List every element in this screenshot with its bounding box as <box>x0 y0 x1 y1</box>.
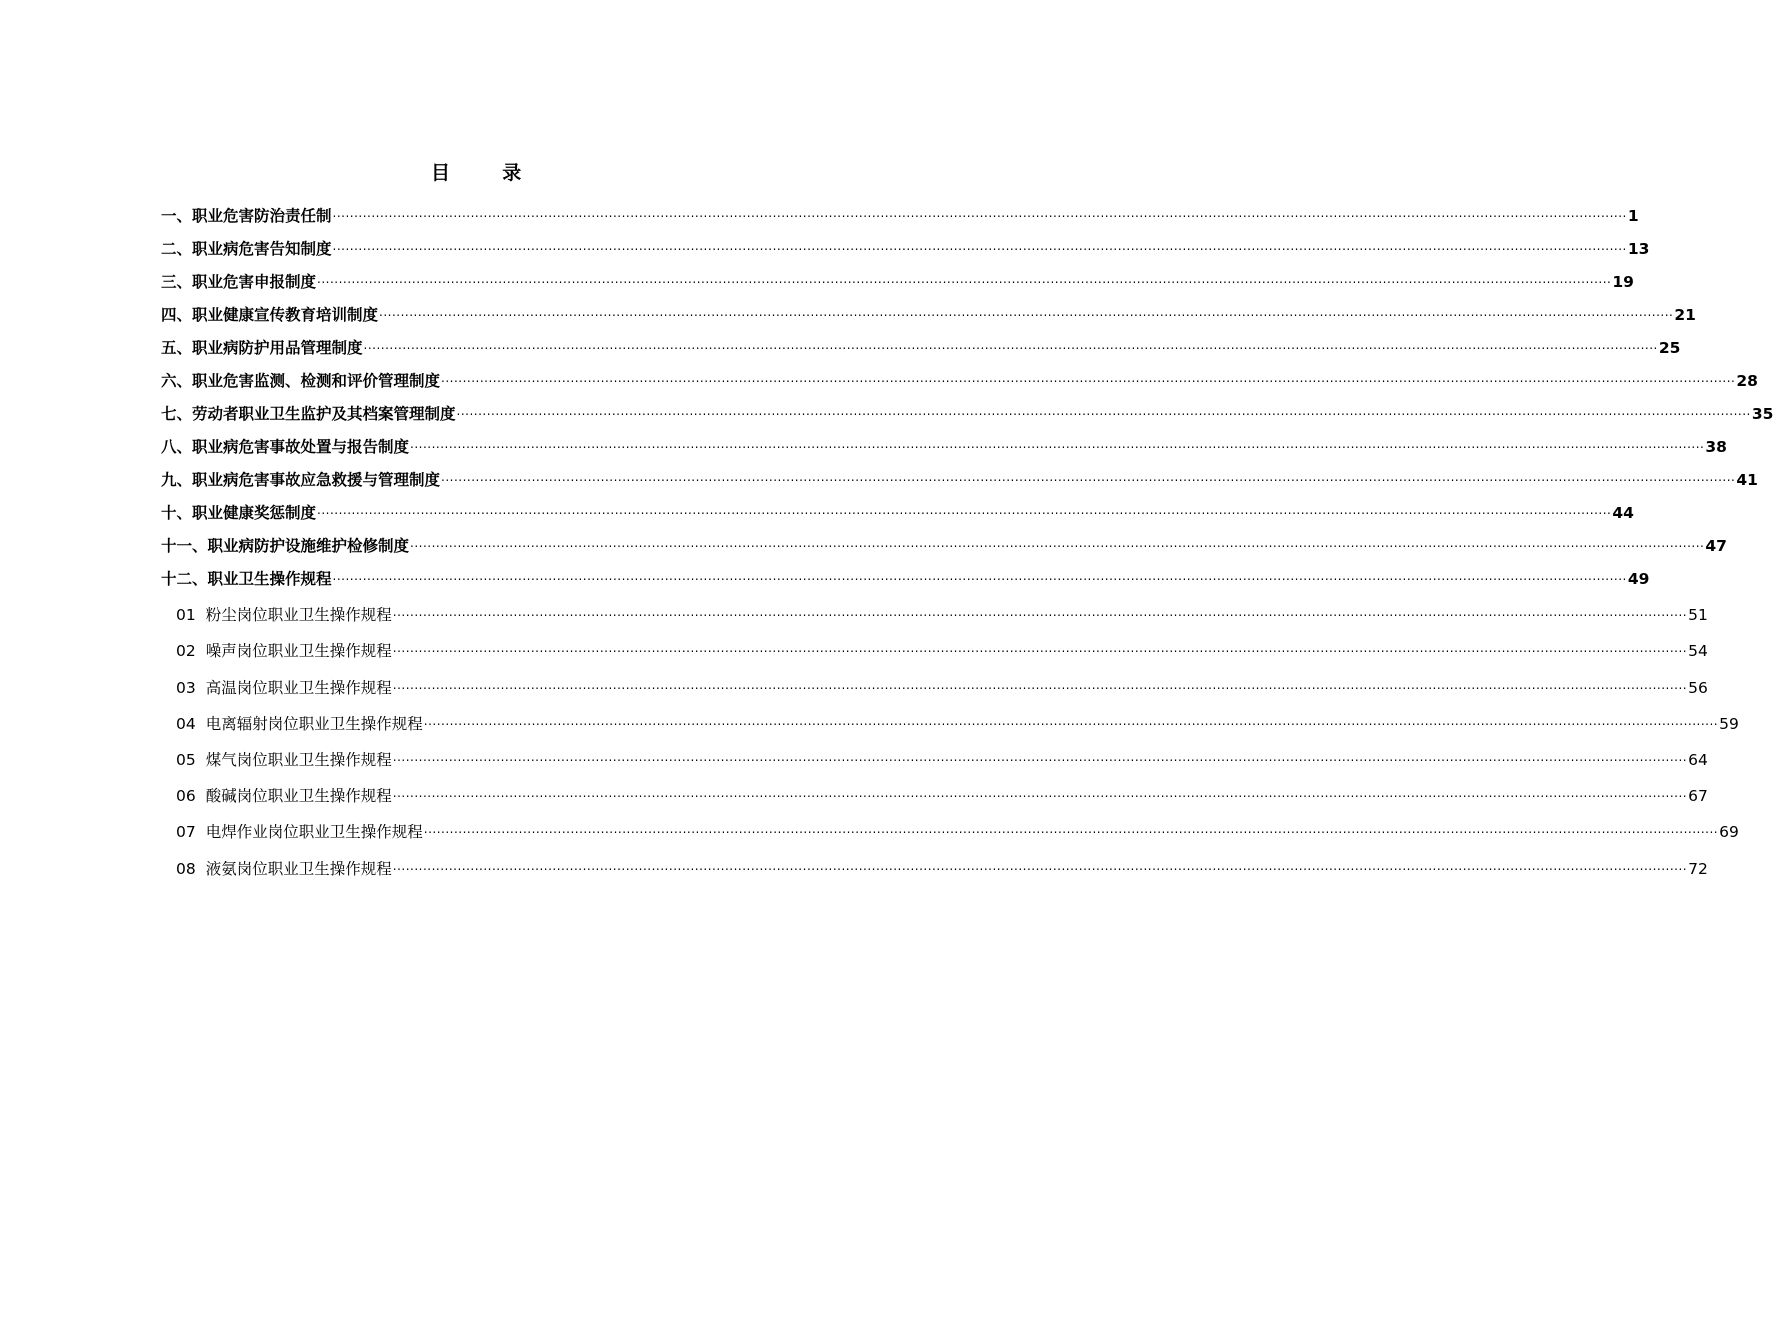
dot-leader: ............................................................................................................................................................................................................................................................................................................ <box>392 749 1688 764</box>
toc-entry-page: 44 <box>1612 504 1634 522</box>
toc-sub-entry-page: 67 <box>1688 787 1708 806</box>
toc-entry[interactable] <box>161 391 1773 424</box>
toc-sub-entry-title: 高温岗位职业卫生操作规程 <box>205 678 392 697</box>
dot-leader: ............................................................................................................................................................................................................................................................................................................ <box>392 786 1688 801</box>
dot-leader: ............................................................................................................................................................................................................................................................................................................ <box>456 404 1751 418</box>
toc-sub-entry-title: 酸碱岗位职业卫生操作规程 <box>205 787 392 806</box>
toc-entry[interactable] <box>161 457 1758 490</box>
dot-leader: ............................................................................................................................................................................................................................................................................................................ <box>441 470 1736 484</box>
toc-entry[interactable] <box>161 556 1650 589</box>
toc-entry-label: 五、职业病防护用品管理制度 <box>161 339 363 357</box>
toc-sub-entry-label <box>176 750 392 770</box>
toc-entry-page: 47 <box>1705 537 1727 555</box>
toc-sub-entry-number: 07 <box>176 823 196 842</box>
toc-sub-entry-title: 噪声岗位职业卫生操作规程 <box>205 642 392 661</box>
toc-sub-entry-page: 69 <box>1719 823 1739 842</box>
toc-sub-entry-number: 05 <box>176 750 196 769</box>
toc-sub-entry[interactable] <box>161 770 1708 806</box>
toc-sub-entry[interactable] <box>161 806 1739 842</box>
toc-entry-label: 十二、职业卫生操作规程 <box>161 570 332 588</box>
toc-sub-entry-label <box>176 859 392 879</box>
toc-sub-entry-label <box>176 641 392 661</box>
toc-entry-page: 35 <box>1751 405 1773 423</box>
toc-title: 目 录 <box>430 162 544 184</box>
toc-sub-entry[interactable] <box>161 661 1708 697</box>
toc-sub-entry-number: 08 <box>176 859 196 878</box>
dot-leader: ............................................................................................................................................................................................................................................................................................................ <box>392 641 1688 656</box>
dot-leader: ............................................................................................................................................................................................................................................................................................................ <box>332 206 1627 220</box>
toc-entry-page: 13 <box>1627 240 1650 258</box>
toc-entry-label: 一、职业危害防治责任制 <box>161 207 332 225</box>
toc-sub-entry-page: 59 <box>1719 714 1739 733</box>
toc-entry-label: 十、职业健康奖惩制度 <box>161 504 317 522</box>
toc-sub-entry-title: 液氨岗位职业卫生操作规程 <box>205 859 392 878</box>
dot-leader: ............................................................................................................................................................................................................................................................................................................ <box>410 536 1705 550</box>
toc-sub-entry-number: 04 <box>176 714 196 733</box>
dot-leader: ............................................................................................................................................................................................................................................................................................................ <box>423 822 1719 837</box>
toc-sub-entry-page: 72 <box>1688 859 1708 878</box>
dot-leader: ............................................................................................................................................................................................................................................................................................................ <box>392 605 1688 620</box>
toc-entry-label: 四、职业健康宣传教育培训制度 <box>161 306 379 324</box>
toc-sub-entry[interactable] <box>161 842 1708 878</box>
toc-entry[interactable] <box>161 490 1634 523</box>
dot-leader: ............................................................................................................................................................................................................................................................................................................ <box>410 437 1705 451</box>
toc-entry-label: 六、职业危害监测、检测和评价管理制度 <box>161 372 441 390</box>
toc-sub-entry-page: 64 <box>1688 750 1708 769</box>
toc-sub-entry[interactable] <box>161 698 1739 734</box>
toc-sub-entry-label <box>176 786 392 806</box>
toc-sub-entry-label <box>176 605 392 625</box>
toc-sub-entry-title: 粉尘岗位职业卫生操作规程 <box>205 606 392 625</box>
toc-entry-label: 十一、职业病防护设施维护检修制度 <box>161 537 410 555</box>
toc-entry-page: 21 <box>1674 306 1696 324</box>
toc-sub-entry-title: 电离辐射岗位职业卫生操作规程 <box>205 714 423 733</box>
toc-sub-entry-page: 51 <box>1688 606 1708 625</box>
toc-sub-entry-number: 03 <box>176 678 196 697</box>
dot-leader: ............................................................................................................................................................................................................................................................................................................ <box>441 371 1736 385</box>
dot-leader: ............................................................................................................................................................................................................................................................................................................ <box>317 503 1612 517</box>
toc-entry-label: 三、职业危害申报制度 <box>161 273 317 291</box>
toc-sub-entry-title: 电焊作业岗位职业卫生操作规程 <box>205 823 423 842</box>
toc-sub-entry-label <box>176 678 392 698</box>
toc-entry-page: 38 <box>1705 438 1727 456</box>
toc-entry[interactable] <box>161 325 1681 358</box>
toc-entry-page: 49 <box>1627 570 1650 588</box>
toc-list <box>161 193 1773 879</box>
toc-entry-label: 九、职业病危害事故应急救援与管理制度 <box>161 471 441 489</box>
dot-leader: ............................................................................................................................................................................................................................................................................................................ <box>423 713 1719 728</box>
toc-entry-label: 八、职业病危害事故处置与报告制度 <box>161 438 410 456</box>
toc-entry[interactable] <box>161 358 1758 391</box>
toc-sub-entry-number: 02 <box>176 642 196 661</box>
toc-entry-page: 25 <box>1658 339 1681 357</box>
toc-entry[interactable] <box>161 523 1727 556</box>
toc-sub-entry[interactable] <box>161 734 1708 770</box>
toc-sub-entry[interactable] <box>161 625 1708 661</box>
toc-sub-entry-title: 煤气岗位职业卫生操作规程 <box>205 750 392 769</box>
dot-leader: ............................................................................................................................................................................................................................................................................................................ <box>317 272 1612 286</box>
toc-entry[interactable] <box>161 193 1639 226</box>
toc-sub-entry-page: 54 <box>1688 642 1708 661</box>
toc-entry[interactable] <box>161 424 1727 457</box>
toc-entry-page: 28 <box>1736 372 1758 390</box>
toc-entry-page: 41 <box>1736 471 1758 489</box>
toc-sub-entry-label <box>176 822 423 842</box>
toc-entry-label: 七、劳动者职业卫生监护及其档案管理制度 <box>161 405 456 423</box>
dot-leader: ............................................................................................................................................................................................................................................................................................................ <box>392 677 1688 692</box>
toc-sub-entry[interactable] <box>161 589 1708 625</box>
toc-entry-page: 19 <box>1612 273 1634 291</box>
toc-entry[interactable] <box>161 226 1650 259</box>
toc-entry[interactable] <box>161 292 1696 325</box>
toc-sub-entry-page: 56 <box>1688 678 1708 697</box>
dot-leader: ............................................................................................................................................................................................................................................................................................................ <box>363 338 1658 352</box>
toc-entry-label: 二、职业病危害告知制度 <box>161 240 332 258</box>
toc-sub-entry-number: 01 <box>176 606 196 625</box>
dot-leader: ............................................................................................................................................................................................................................................................................................................ <box>332 569 1627 583</box>
dot-leader: ............................................................................................................................................................................................................................................................................................................ <box>332 239 1627 253</box>
toc-entry-page: 1 <box>1627 207 1639 225</box>
dot-leader: ............................................................................................................................................................................................................................................................................................................ <box>392 858 1688 873</box>
toc-entry[interactable] <box>161 259 1634 292</box>
toc-sub-entry-number: 06 <box>176 787 196 806</box>
dot-leader: ............................................................................................................................................................................................................................................................................................................ <box>379 305 1674 319</box>
toc-sub-entry-label <box>176 714 423 734</box>
